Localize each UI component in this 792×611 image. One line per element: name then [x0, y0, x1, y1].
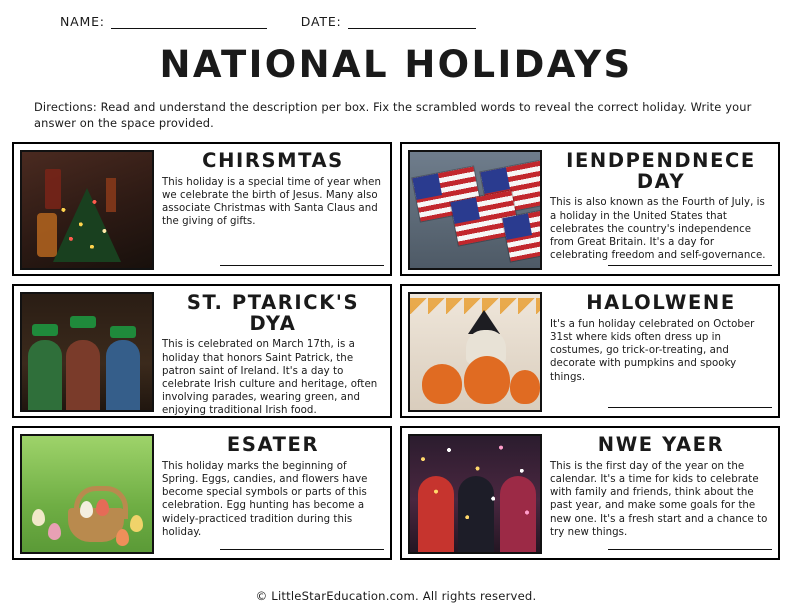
easter-eggs-basket-photo	[20, 434, 154, 554]
card-body	[154, 150, 384, 268]
card-body	[154, 291, 384, 417]
halloween-pumpkins-photo	[408, 292, 542, 412]
scrambled-word: HALOLWENE	[586, 291, 736, 315]
card-description: It's a fun holiday celebrated on October 31st where kids often dress up in costumes, go trick-or-treating, and decorate with pumpkins and spooky things.	[550, 318, 755, 383]
st-patricks-day-friends-photo	[20, 292, 154, 412]
name-write-line[interactable]	[111, 17, 267, 29]
date-label: DATE:	[300, 14, 342, 29]
answer-write-line[interactable]	[608, 262, 772, 266]
card-description: This holiday marks the beginning of Spring. Eggs, candies, and flowers have become special symbols or parts of this celebration. Egg hunting has become a widely-practiced tradition during this holiday.	[162, 460, 368, 538]
card-body	[542, 434, 772, 552]
card-description: This holiday is a special time of year when we celebrate the birth of Jesus. Many also associate Christmas with Santa Claus and the giving of gifts.	[162, 176, 381, 228]
answer-write-line[interactable]	[220, 261, 384, 266]
scrambled-word: CHIRSMTAS	[202, 149, 344, 173]
name-label: NAME:	[60, 14, 105, 29]
new-year-celebration-photo	[408, 434, 542, 554]
card-body	[542, 292, 772, 410]
date-field[interactable]	[301, 14, 476, 29]
answer-write-line[interactable]	[608, 403, 772, 408]
card-description: This is the first day of the year on the calendar. It's a time for kids to celebrate with family and friends, think about the past year, and make some goals for the new one. It's a fresh start and a chance to try new things.	[550, 460, 768, 538]
scrambled-word: ESATER	[226, 433, 320, 457]
answer-write-line[interactable]	[220, 545, 384, 550]
holiday-card	[12, 426, 392, 560]
holiday-card	[400, 284, 780, 418]
scrambled-word: NWE YAER	[597, 433, 725, 457]
card-body	[542, 150, 772, 268]
answer-write-line[interactable]	[608, 545, 772, 550]
card-description: This is celebrated on March 17th, is a holiday that honors Saint Patrick, the patron saint of Ireland. It's a day to celebrate Irish culture and heritage, often involving parades, wearing green, and enjoying traditional Irish food.	[162, 339, 378, 417]
american-flags-photo	[408, 150, 542, 270]
name-field[interactable]	[60, 14, 267, 29]
scrambled-word: IENDPENDNECE DAY	[566, 149, 756, 193]
answer-write-line[interactable]	[220, 417, 384, 418]
holiday-card	[12, 142, 392, 276]
page-title: NATIONAL HOLIDAYS	[159, 43, 633, 86]
holiday-card-grid	[12, 142, 780, 560]
card-description: This is also known as the Fourth of July, is a holiday in the United States that celebrates the country's independence from Great Britain. It's a day for celebrating freedom and self-governance.	[550, 197, 766, 262]
scrambled-word: ST. PTARICK'S DYA	[186, 291, 360, 335]
name-date-row	[0, 0, 792, 29]
card-body	[154, 434, 384, 552]
holiday-card	[400, 142, 780, 276]
holiday-card	[400, 426, 780, 560]
holiday-card	[12, 284, 392, 418]
christmas-tree-fireplace-photo	[20, 150, 154, 270]
date-write-line[interactable]	[348, 17, 476, 29]
footer-copyright: © LittleStarEducation.com. All rights reserved.	[255, 589, 537, 603]
directions-text: Directions: Read and understand the description per box. Fix the scrambled words to reveal the correct holiday. Write your answer on the space provided.	[34, 100, 752, 130]
